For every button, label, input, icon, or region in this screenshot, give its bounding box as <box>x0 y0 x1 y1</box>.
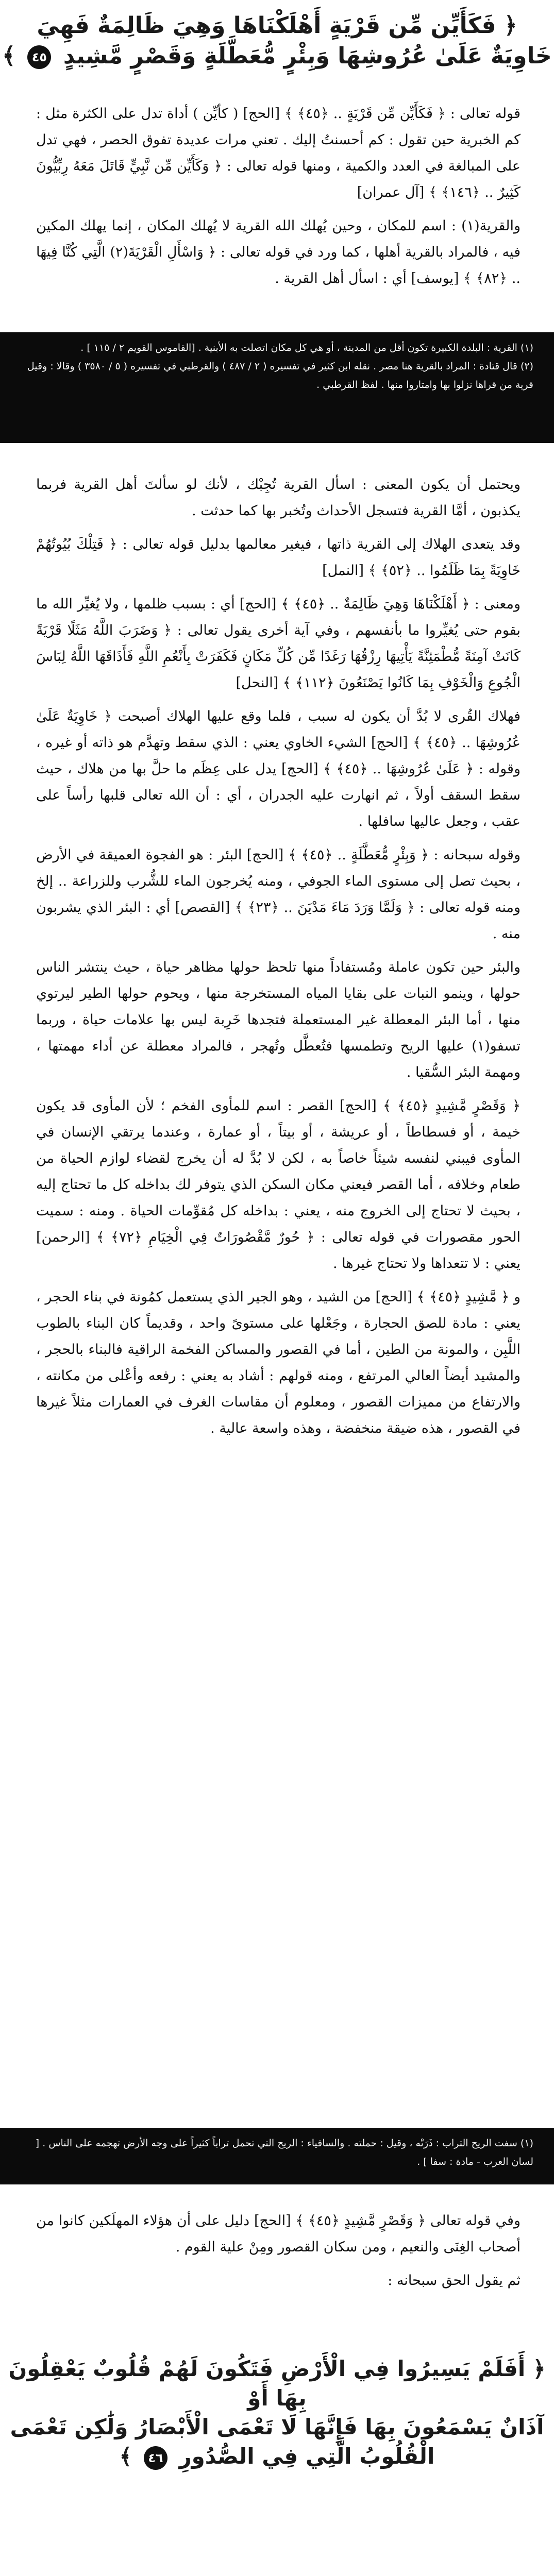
paragraph: وقد يتعدى الهلاك إلى القرية ذاتها ، فيغير معالمها بدليل قوله تعالى : ﴿ فَتِلْكَ بُيُوتُهُمْ خَاوِيَةً بِمَا ظَلَمُوا .. ﴿٥٢﴾ ﴾ [النمل] <box>36 536 521 579</box>
commentary-section-3 <box>36 2208 521 2301</box>
paragraph: قوله تعالى : ﴿ فَكَأَيِّن مِّن قَرْيَةٍ .. ﴿٤٥﴾ ﴾ [الحج] ( كأيِّن ) أداة تدل على الكثرة مثل : كم الخبرية حين تقول : كم أحسنتُ إليك . تعني مرات عديدة تفوق الحصر ، فهي تدل على المبالغة في العدد والكمية ، ومنها قوله تعالى : ﴿ وَكَأَيِّن مِّن نَّبِيٍّ قَاتَلَ مَعَهُ رِبِّيُّونَ كَثِيرٌ .. ﴿١٤٦﴾ ﴾ [آل عمران] <box>36 106 521 200</box>
verse-line-1: ﴿ فَكَأَيِّن مِّن قَرْيَةٍ أَهْلَكْنَاهَا وَهِيَ ظَالِمَةٌ فَهِيَ <box>37 12 517 39</box>
footnote: (١) سفت الريح التراب : ذَرَتْه ، وقيل : حملته . والسافياء : الريح التي تحمل تراباً كثيراً على وجه الأرض تهجمه على الناس . [ لسان العرب - مادة : سفا ] . <box>35 2138 533 2167</box>
commentary-section-2 <box>36 471 521 1449</box>
ayah-number-badge: ٤٥ <box>27 45 51 69</box>
commentary-section-1 <box>36 100 521 299</box>
paragraph: وقوله سبحانه : ﴿ وَبِئْرٍ مُّعَطَّلَةٍ .. ﴿٤٥﴾ ﴾ [الحج] البئر : هو الفجوة العميقة في الأرض ، بحيث تصل إلى مستوى الماء الجوفي ، ومنه يُخرجون الماء للشُّرب وللزراعة .. إلخ ومنه قوله تعالى : ﴿ وَلَمَّا وَرَدَ مَاءَ مَدْيَنَ .. ﴿٢٣﴾ ﴾ [القصص] أي : البئر الذي يشربون منه . <box>36 847 521 942</box>
ayah-number-badge: ٤٦ <box>144 2446 167 2470</box>
footnotes-box-1 <box>0 332 554 443</box>
verse-line-1: ﴿ أَفَلَمْ يَسِيرُوا فِي الْأَرْضِ فَتَكُونَ لَهُمْ قُلُوبٌ يَعْقِلُونَ بِهَا أَوْ <box>8 2356 546 2411</box>
verse-line-3: الْقُلُوبُ الَّتِي فِي الصُّدُورِ <box>179 2444 435 2469</box>
paragraph: وفي قوله تعالى ﴿ وَقَصْرٍ مَّشِيدٍ ﴿٤٥﴾ ﴾ [الحج] دليل على أن هؤلاء المهلَكين كانوا من أصحاب الغِنَى والنعيم ، ومن سكان القصور ومِنْ علية القوم . <box>36 2213 521 2255</box>
footnote: (٢) قال قتادة : المراد بالقرية هنا مصر . نقله ابن كثير في تفسيره ( ٢ / ٤٨٧ ) والقرطبي في تفسيره ( ٥ / ٣٥٨٠ ) وقالا : وقيل قرية من قراها نزلوا بها وامتاروا منها . لفظ القرطبي . <box>27 361 533 391</box>
verse-close-bracket: ﴾ <box>119 2444 132 2469</box>
verse-close-bracket: ﴾ <box>2 43 16 70</box>
footnotes-box-2 <box>0 2128 554 2184</box>
paragraph: و ﴿ مَّشِيدٍ ﴿٤٥﴾ ﴾ [الحج] من الشيد ، وهو الجير الذي يستعمل كمُونة في بناء الحجر ، يعني : مادة للصق الحجارة ، وجَعْلها على مستوىً واحد ، وقديماً كان البناء بالطوب اللَّبِن ، والمونة من الطين ، أما في القصور والمساكن الفخمة الراقية فالبناء بالحجر ، والمشيد أيضاً العالي المرتفع ، ومنه قولهم : أشاد به يعني : رفعه وأعْلى من مكانته ، والارتفاع من مميزات القصور ، ومعلوم أن مقاسات الغرف في العمارات مثلاً غيرها في القصور ، هذه ضيقة منخفضة ، وهذه واسعة عالية . <box>36 1289 521 1436</box>
paragraph: ومعنى : ﴿ أَهْلَكْنَاهَا وَهِيَ ظَالِمَةٌ .. ﴿٤٥﴾ ﴾ [الحج] أي : بسبب ظلمها ، ولا يُغيِّر الله ما بقوم حتى يُغيِّروا ما بأنفسهم ، وفي آية أخرى يقول تعالى : ﴿ وَضَرَبَ اللَّهُ مَثَلًا قَرْيَةً كَانَتْ آمِنَةً مُّطْمَئِنَّةً يَأْتِيهَا رِزْقُهَا رَغَدًا مِّن كُلِّ مَكَانٍ فَكَفَرَتْ بِأَنْعُمِ اللَّهِ فَأَذَاقَهَا اللَّهُ لِبَاسَ الْجُوعِ وَالْخَوْفِ بِمَا كَانُوا يَصْنَعُونَ ﴿١١٢﴾ ﴾ [النحل] <box>36 596 521 691</box>
paragraph: والبئر حين تكون عاملة ومُستفاداً منها تلحظ حولها مظاهر حياة ، حيث ينتشر الناس حولها ، وينمو النبات على بقايا المياه المستخرجة منها ، ويحوم حولها الطير ليرتوي منها ، أما البئر المعطلة غير المستعملة فتجدها خَرِبة ليس بها علامات حياة ، وربما تسفو(١) عليها الريح وتطمسها فتُعطَّل وتُهجر ، فالمراد معطلة عن أداء مهمتها ، ومهمة البئر السُّقيا . <box>36 959 521 1080</box>
paragraph: والقرية(١) : اسم للمكان ، وحين يُهلك الله القرية لا يُهلك المكان ، إنما يهلك المكين فيه ، فالمراد بالقرية أهلها ، كما ورد في قوله تعالى : ﴿ وَاسْأَلِ الْقَرْيَةَ(٢) الَّتِي كُنَّا فِيهَا .. ﴿٨٢﴾ ﴾ [يوسف] أي : اسأل أهل القرية . <box>36 218 521 286</box>
verse-line-2: خَاوِيَةٌ عَلَىٰ عُرُوشِهَا وَبِئْرٍ مُّعَطَّلَةٍ وَقَصْرٍ مَّشِيدٍ <box>63 43 552 70</box>
paragraph: ويحتمل أن يكون المعنى : اسأل القرية تُجِبْك ، لأنك لو سألتَ أهل القرية فربما يكذبون ، أمَّا القرية فتسجل الأحداث وتُخبر بها كما حدثت . <box>36 477 521 519</box>
verse-line-2: آذَانٌ يَسْمَعُونَ بِهَا فَإِنَّهَا لَا تَعْمَى الْأَبْصَارُ وَلَٰكِن تَعْمَى <box>10 2414 544 2440</box>
footnote: (١) القرية : البلدة الكبيرة تكون أقل من المدينة ، أو هي كل مكان اتصلت به الأبنية . [القاموس القويم ٢ / ١١٥ ] . <box>80 342 533 353</box>
paragraph: ثم يقول الحق سبحانه : <box>388 2273 521 2289</box>
paragraph: ﴿ وَقَصْرٍ مَّشِيدٍ ﴿٤٥﴾ ﴾ [الحج] القصر : اسم للمأوى الفخم ؛ لأن المأوى قد يكون خيمة ، أو فسطاطاً ، أو عريشة ، أو بيتاً ، أو عمارة ، وعندما يرتقي الإنسان في المأوى فيبني لنفسه شيئاً خاصاً به ، لكن لا بُدَّ له أن يخرج لقضاء لوازم الحياة من طعام وخلافه ، أما القصر فيعني مكان السكن الذي يتوفر لك بداخله كل ما تحتاج إليه ، بحيث لا تحتاج إلى الخروج منه ، يعني : بداخله كل مُقوِّمات الحياة . ومنه : سميت الحور مقصورات في قوله تعالى : ﴿ حُورٌ مَّقْصُورَاتٌ فِي الْخِيَامِ ﴿٧٢﴾ ﴾ [الرحمن] يعني : لا تتعداها ولا تحتاج غيرها . <box>36 1098 521 1272</box>
bottom-quran-verse <box>0 2354 554 2471</box>
top-quran-verse <box>0 10 554 72</box>
paragraph: فهلاك القُرى لا بُدَّ أن يكون له سبب ، فلما وقع عليها الهلاك أصبحت ﴿ خَاوِيَةٌ عَلَىٰ عُرُوشِهَا .. ﴿٤٥﴾ ﴾ [الحج] الشيء الخاوي يعني : الذي سقط وتهدَّم هو ذاته أو غيره ، وقوله : ﴿ عَلَىٰ عُرُوشِهَا .. ﴿٤٥﴾ ﴾ [الحج] يدل على عِظَم ما حلَّ بها من هلاك ، حيث سقط السقف أولاً ، ثم انهارت عليه الجدران ، أي : أن الله تعالى قلبها رأساً على عقب ، وجعل عاليها سافلها . <box>36 708 521 829</box>
